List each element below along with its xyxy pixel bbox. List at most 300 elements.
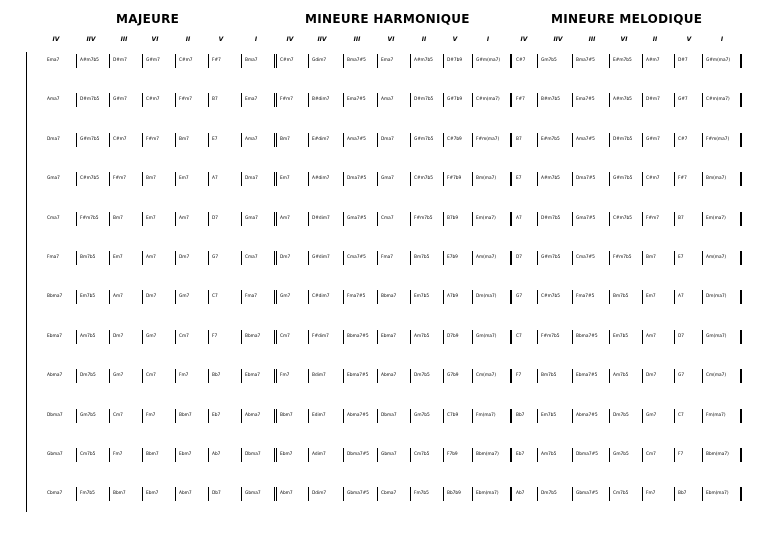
bar-line — [443, 212, 444, 226]
chord-cell-harmonic: Em(ma7) — [476, 216, 496, 221]
bar-line — [674, 54, 675, 68]
bar-line — [377, 93, 378, 107]
chord-cell-harmonic: Bm7b5 — [414, 255, 430, 260]
bar-line — [572, 251, 573, 265]
degree-label: I — [254, 36, 258, 43]
chord-cell-harmonic: A#m7b5 — [414, 58, 433, 63]
bar-line — [76, 251, 77, 265]
chord-cell-major: C#m7b5 — [80, 176, 99, 181]
chord-cell-melodic: B7 — [678, 216, 684, 221]
bar-line — [142, 133, 143, 147]
bar-line — [537, 133, 538, 147]
bar-line — [208, 409, 209, 423]
chord-cell-melodic: Ebma7#5 — [576, 373, 598, 378]
chord-cell-major: C7 — [212, 294, 218, 299]
chord-cell-major: Gma7 — [47, 176, 60, 181]
chord-cell-major: C#m7 — [113, 137, 127, 142]
bar-line — [674, 172, 675, 186]
bar-line — [377, 409, 378, 423]
chord-cell-melodic: Dm7b5 — [541, 491, 557, 496]
chord-cell-major: C#m7 — [179, 58, 193, 63]
chord-row — [0, 487, 768, 501]
chord-cell-melodic: Fm(ma7) — [706, 413, 726, 418]
bar-line — [142, 290, 143, 304]
chord-cell-major: Bbma7 — [245, 334, 261, 339]
bar-line — [537, 448, 538, 462]
chord-cell-melodic: Eb7 — [516, 452, 525, 457]
chord-cell-major: Fm7 — [179, 373, 189, 378]
chord-cell-harmonic: Gbma7#5 — [347, 491, 369, 496]
chord-cell-harmonic: Adim7 — [312, 452, 326, 457]
bar-line — [76, 409, 77, 423]
chord-cell-melodic: B7 — [516, 137, 522, 142]
degree-label: VI — [387, 36, 395, 43]
chord-cell-harmonic: Dma7 — [381, 137, 394, 142]
bar-line — [642, 369, 643, 383]
bar-line — [410, 212, 411, 226]
bar-line — [642, 133, 643, 147]
chord-cell-melodic: Gm7b5 — [613, 452, 629, 457]
chord-cell-harmonic: Gm7b5 — [414, 413, 430, 418]
chord-cell-major: Gbma7 — [47, 452, 63, 457]
chord-cell-major: Bbm7 — [113, 491, 126, 496]
bar-line — [241, 251, 242, 265]
chord-cell-melodic: C#m7b5 — [613, 216, 632, 221]
bar-line — [208, 369, 209, 383]
chord-cell-major: Am7 — [179, 216, 189, 221]
bar-line — [443, 409, 444, 423]
bar-line — [410, 487, 411, 501]
chord-cell-harmonic: Bbma7#5 — [347, 334, 369, 339]
chord-cell-melodic: Bm7 — [646, 255, 656, 260]
bar-line — [443, 93, 444, 107]
chord-cell-harmonic: Dma7#5 — [347, 176, 367, 181]
bar-line — [702, 172, 703, 186]
bar-line — [175, 448, 176, 462]
chord-cell-major: Ebm7 — [146, 491, 159, 496]
bar-line — [410, 369, 411, 383]
bar-line — [410, 290, 411, 304]
chord-cell-major: F#m7 — [146, 137, 159, 142]
chord-cell-harmonic: Am(ma7) — [476, 255, 497, 260]
chord-cell-melodic: E7 — [516, 176, 522, 181]
chord-cell-major: Gm7 — [146, 334, 157, 339]
bar-line — [609, 448, 610, 462]
chord-cell-major: Bb7 — [212, 373, 221, 378]
double-bar-line — [274, 448, 277, 462]
chord-cell-melodic: Gma7#5 — [576, 216, 596, 221]
chord-cell-harmonic: Fm(ma7) — [476, 413, 496, 418]
chord-cell-major: Am7 — [113, 294, 123, 299]
chord-cell-melodic: Ema7#5 — [576, 97, 595, 102]
chord-cell-melodic: E#m7b5 — [541, 137, 560, 142]
bar-line — [443, 290, 444, 304]
bar-line — [76, 487, 77, 501]
chord-cell-harmonic: C7b9 — [447, 413, 459, 418]
thick-bar-line — [740, 448, 742, 462]
bar-line — [76, 212, 77, 226]
bar-line — [175, 54, 176, 68]
chord-cell-harmonic: Fma7 — [381, 255, 394, 260]
chord-cell-melodic: G#m7 — [646, 137, 660, 142]
bar-line — [674, 93, 675, 107]
double-bar-line — [274, 487, 277, 501]
bar-line — [343, 133, 344, 147]
chord-cell-harmonic: G#dim7 — [312, 255, 330, 260]
chord-cell-melodic: D#m7b5 — [541, 216, 561, 221]
chord-cell-melodic: Am(ma7) — [706, 255, 727, 260]
chord-cell-harmonic: Edim7 — [312, 413, 326, 418]
chord-cell-melodic: Gm7 — [646, 413, 657, 418]
bar-line — [377, 487, 378, 501]
chord-cell-melodic: G#m7b5 — [541, 255, 561, 260]
bar-line — [142, 172, 143, 186]
chord-cell-major: Cm7 — [179, 334, 189, 339]
bar-line — [142, 409, 143, 423]
bar-line — [572, 172, 573, 186]
bar-line — [208, 93, 209, 107]
chord-cell-melodic: Em(ma7) — [706, 216, 726, 221]
chord-cell-harmonic: Gma7#5 — [347, 216, 367, 221]
chord-cell-harmonic: D7b9 — [447, 334, 459, 339]
chord-cell-harmonic: G#m(ma7) — [476, 58, 501, 63]
thick-bar-line — [740, 290, 742, 304]
title-majeure: MAJEURE — [116, 12, 180, 26]
thick-bar-line — [740, 54, 742, 68]
bar-line — [472, 330, 473, 344]
bar-line — [443, 330, 444, 344]
bar-line — [702, 487, 703, 501]
chord-cell-major: Dbma7 — [245, 452, 261, 457]
degree-label: IV — [520, 36, 528, 43]
bar-line — [572, 290, 573, 304]
bar-line — [537, 369, 538, 383]
chord-cell-melodic: Cm7b5 — [613, 491, 629, 496]
chord-cell-major: Ema7 — [245, 97, 258, 102]
bar-line — [674, 409, 675, 423]
chord-cell-harmonic: F#m7 — [280, 97, 293, 102]
chord-cell-melodic: Gbma7#5 — [576, 491, 598, 496]
chord-cell-melodic: F#m(ma7) — [706, 137, 730, 142]
chord-cell-harmonic: C#7b9 — [447, 137, 462, 142]
bar-line — [674, 487, 675, 501]
chord-cell-harmonic: Am7 — [280, 216, 290, 221]
chord-cell-major: Bm7 — [146, 176, 156, 181]
chord-cell-melodic: F#m7 — [646, 216, 659, 221]
chord-cell-harmonic: Fma7#5 — [347, 294, 366, 299]
bar-line — [472, 212, 473, 226]
bar-line — [175, 330, 176, 344]
chord-cell-major: G7 — [212, 255, 219, 260]
bar-line — [537, 93, 538, 107]
chord-cell-harmonic: G#7b9 — [447, 97, 463, 102]
chord-cell-harmonic: F#m(ma7) — [476, 137, 500, 142]
chord-cell-harmonic: C#m7 — [280, 58, 294, 63]
chord-cell-melodic: F#7 — [516, 97, 525, 102]
chord-cell-major: Abma7 — [245, 413, 261, 418]
chord-cell-harmonic: Gm(ma7) — [476, 334, 497, 339]
bar-line — [241, 448, 242, 462]
chord-cell-melodic: C#7 — [678, 137, 688, 142]
chord-cell-melodic: Am7b5 — [541, 452, 557, 457]
bar-line — [308, 133, 309, 147]
bar-line — [175, 290, 176, 304]
degree-label: II — [421, 36, 427, 43]
title-mineure-harmonique: MINEURE HARMONIQUE — [305, 12, 470, 26]
chord-cell-major: Gm7 — [113, 373, 124, 378]
chord-row — [0, 212, 768, 226]
chord-cell-melodic: A7 — [678, 294, 684, 299]
chord-cell-major: Bbm7 — [179, 413, 192, 418]
degree-label: VI — [620, 36, 628, 43]
bar-line — [109, 172, 110, 186]
chord-cell-major: A7 — [212, 176, 218, 181]
bar-line — [377, 369, 378, 383]
chord-cell-major: F#7 — [212, 58, 221, 63]
bar-line — [702, 409, 703, 423]
bar-line — [208, 330, 209, 344]
chord-cell-major: Dm7 — [113, 334, 124, 339]
bar-line — [642, 290, 643, 304]
bar-line — [537, 487, 538, 501]
chord-cell-major: G#m7b5 — [80, 137, 100, 142]
chord-cell-harmonic: F#m7b5 — [414, 216, 433, 221]
chord-cell-major: Abma7 — [47, 373, 63, 378]
bar-line — [537, 251, 538, 265]
bar-line — [472, 133, 473, 147]
chord-cell-major: Cma7 — [245, 255, 258, 260]
bar-line — [572, 448, 573, 462]
bar-line — [642, 409, 643, 423]
chord-cell-melodic: A7 — [516, 216, 522, 221]
bar-line — [241, 290, 242, 304]
chord-cell-harmonic: Cm7 — [280, 334, 290, 339]
chord-cell-melodic: C#m(ma7) — [706, 97, 730, 102]
chord-cell-major: E7 — [212, 137, 218, 142]
chord-cell-melodic: A#m7b5 — [541, 176, 560, 181]
chord-cell-harmonic: Bbma7 — [381, 294, 397, 299]
degree-label: IV — [52, 36, 60, 43]
bar-line — [343, 54, 344, 68]
bar-line — [109, 369, 110, 383]
chord-cell-melodic: Bb7 — [516, 413, 525, 418]
degree-label: VI — [151, 36, 159, 43]
bar-line — [572, 93, 573, 107]
bar-line — [208, 251, 209, 265]
chord-cell-major: Gm7b5 — [80, 413, 96, 418]
chord-cell-major: F7 — [212, 334, 218, 339]
chord-cell-melodic: Cm(ma7) — [706, 373, 727, 378]
chord-cell-major: Fm7b5 — [80, 491, 95, 496]
bar-line — [109, 448, 110, 462]
bar-line — [208, 212, 209, 226]
bar-line — [537, 330, 538, 344]
chord-cell-melodic: Em7b5 — [541, 413, 557, 418]
bar-line — [609, 212, 610, 226]
bar-line — [572, 409, 573, 423]
chord-cell-melodic: F7 — [516, 373, 522, 378]
chord-cell-major: Bbma7 — [47, 294, 63, 299]
chord-cell-harmonic: Ddim7 — [312, 491, 327, 496]
bar-line — [410, 330, 411, 344]
chord-cell-melodic: Dm7 — [646, 373, 657, 378]
bar-line — [241, 369, 242, 383]
chord-cell-major: Ebma7 — [245, 373, 260, 378]
bar-line — [609, 172, 610, 186]
chord-cell-harmonic: Ebm7 — [280, 452, 293, 457]
chord-cell-harmonic: D#m7b5 — [414, 97, 434, 102]
chord-cell-harmonic: Am7b5 — [414, 334, 430, 339]
chord-cell-harmonic: Dm(ma7) — [476, 294, 497, 299]
chord-cell-harmonic: C#m7b5 — [414, 176, 433, 181]
bar-line — [175, 172, 176, 186]
bar-line — [76, 330, 77, 344]
chord-cell-harmonic: Gma7 — [381, 176, 394, 181]
chord-cell-melodic: Fm7 — [646, 491, 656, 496]
chord-cell-melodic: Cm7 — [646, 452, 656, 457]
bar-line — [443, 172, 444, 186]
bar-line — [175, 369, 176, 383]
bar-line — [377, 54, 378, 68]
double-bar-line — [274, 290, 277, 304]
bar-line — [241, 487, 242, 501]
chord-cell-major: D7 — [212, 216, 219, 221]
thick-bar-line — [510, 251, 512, 265]
bar-line — [109, 409, 110, 423]
chord-cell-harmonic: Bdim7 — [312, 373, 326, 378]
chord-cell-major: Cm7b5 — [80, 452, 96, 457]
thick-bar-line — [740, 172, 742, 186]
bar-line — [109, 212, 110, 226]
chord-cell-melodic: G#m(ma7) — [706, 58, 731, 63]
bar-line — [443, 487, 444, 501]
degree-label: V — [452, 36, 458, 43]
chord-cell-harmonic: B7b9 — [447, 216, 459, 221]
chord-cell-melodic: Dm(ma7) — [706, 294, 727, 299]
bar-line — [642, 172, 643, 186]
chord-cell-major: Bm7 — [113, 216, 123, 221]
bar-line — [142, 448, 143, 462]
thick-bar-line — [510, 487, 512, 501]
bar-line — [109, 290, 110, 304]
bar-line — [343, 409, 344, 423]
chord-cell-major: Am7 — [146, 255, 156, 260]
chord-cell-major: Dm7 — [146, 294, 157, 299]
bar-line — [642, 251, 643, 265]
chord-row — [0, 251, 768, 265]
chord-cell-harmonic: E#dim7 — [312, 137, 330, 142]
bar-line — [572, 133, 573, 147]
bar-line — [572, 487, 573, 501]
chord-cell-melodic: Ama7#5 — [576, 137, 595, 142]
bar-line — [572, 54, 573, 68]
bar-line — [76, 448, 77, 462]
bar-line — [410, 93, 411, 107]
chord-cell-major: Cma7 — [47, 216, 60, 221]
bar-line — [609, 290, 610, 304]
bar-line — [208, 448, 209, 462]
bar-line — [537, 290, 538, 304]
chord-cell-major: Cm7 — [113, 413, 123, 418]
chord-cell-melodic: G7 — [516, 294, 523, 299]
degree-label: III — [353, 36, 361, 43]
bar-line — [537, 172, 538, 186]
bar-line — [674, 251, 675, 265]
chord-cell-major: Gma7 — [245, 216, 258, 221]
bar-line — [76, 290, 77, 304]
chord-cell-melodic: Gm(ma7) — [706, 334, 727, 339]
chord-cell-harmonic: C#dim7 — [312, 294, 330, 299]
chord-cell-harmonic: Dbma7#5 — [347, 452, 369, 457]
chord-row — [0, 290, 768, 304]
bar-line — [702, 93, 703, 107]
bar-line — [308, 487, 309, 501]
bar-line — [674, 212, 675, 226]
bar-line — [175, 212, 176, 226]
bar-line — [702, 290, 703, 304]
chord-cell-melodic: B#m7b5 — [541, 97, 560, 102]
bar-line — [377, 251, 378, 265]
chord-cell-major: Cm7 — [146, 373, 156, 378]
chord-cell-harmonic: Ema7 — [381, 58, 394, 63]
chord-cell-harmonic: Dm7b5 — [414, 373, 430, 378]
thick-bar-line — [510, 448, 512, 462]
chord-cell-melodic: Cma7#5 — [576, 255, 595, 260]
chord-cell-melodic: C#7 — [516, 58, 526, 63]
chord-cell-melodic: A#m7 — [646, 58, 660, 63]
chord-cell-melodic: F7 — [678, 452, 684, 457]
bar-line — [377, 290, 378, 304]
thick-bar-line — [740, 487, 742, 501]
bar-line — [674, 330, 675, 344]
degree-label: I — [486, 36, 490, 43]
bar-line — [472, 290, 473, 304]
chord-cell-melodic: E7 — [678, 255, 684, 260]
bar-line — [241, 133, 242, 147]
chord-cell-major: Em7 — [179, 176, 189, 181]
bar-line — [76, 369, 77, 383]
bar-line — [142, 93, 143, 107]
chord-row — [0, 93, 768, 107]
double-bar-line — [274, 172, 277, 186]
chord-cell-major: Dm7b5 — [80, 373, 96, 378]
bar-line — [343, 330, 344, 344]
chord-cell-major: G#m7 — [113, 97, 127, 102]
double-bar-line — [274, 369, 277, 383]
bar-line — [109, 133, 110, 147]
chord-cell-harmonic: Dbma7 — [381, 413, 397, 418]
bar-line — [208, 172, 209, 186]
bar-line — [410, 448, 411, 462]
chord-cell-major: Fma7 — [47, 255, 60, 260]
chord-cell-major: F#m7 — [113, 176, 126, 181]
bar-line — [410, 54, 411, 68]
chord-cell-melodic: D7 — [516, 255, 523, 260]
chord-cell-major: D#m7b5 — [80, 97, 100, 102]
bar-line — [343, 251, 344, 265]
bar-line — [472, 448, 473, 462]
chord-cell-harmonic: Ebm(ma7) — [476, 491, 499, 496]
chord-cell-harmonic: Bbm(ma7) — [476, 452, 499, 457]
bar-line — [642, 212, 643, 226]
chord-cell-major: Eb7 — [212, 413, 221, 418]
bar-line — [642, 330, 643, 344]
chord-cell-major: Dma7 — [47, 137, 60, 142]
chord-cell-harmonic: F7b9 — [447, 452, 458, 457]
chord-cell-melodic: Em7 — [646, 294, 656, 299]
bar-line — [241, 54, 242, 68]
bar-line — [472, 172, 473, 186]
